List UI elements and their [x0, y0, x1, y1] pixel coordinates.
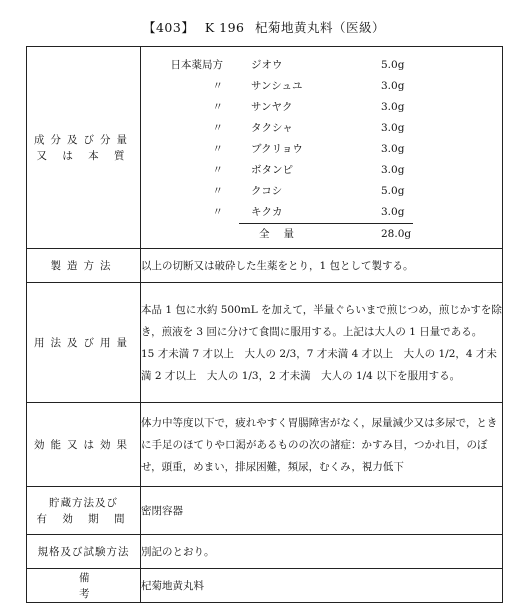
ingredient-row: 〃 タクシャ 3.0g [212, 121, 405, 134]
storage-row [27, 487, 503, 535]
title-name: 杞菊地黄丸料（医級） [254, 20, 385, 35]
specification-table [26, 46, 503, 603]
ingredient-row: 〃 ボタンピ 3.0g [212, 163, 405, 176]
efficacy-label: 効能又は効果 [27, 403, 141, 487]
ingredient-row: 日本薬局方 ジオウ 5.0g [170, 58, 405, 71]
efficacy-row [27, 403, 503, 487]
usage-content: 本品 1 包に水約 500mL を加えて，半量ぐらいまで煎じつめ，煎じかすを除き，煎液を 3 回に分けて食間に服用する。上記は大人の 1 日量である。 15 才未満 7 才以上 大人の 2/3，7 才未満 4 才以上 大人の 1/2，4 才未満 2 才以上 大人の 1/3，2 才未満 大人の 1/4 以下を服用する。 [141, 283, 503, 403]
manufacturing-label: 製造方法 [27, 249, 141, 283]
storage-label: 貯蔵方法及び 有 効 期 間 [27, 487, 141, 535]
manufacturing-row [27, 249, 503, 283]
ingredient-row: 〃 クコシ 5.0g [212, 184, 405, 197]
usage-row [27, 283, 503, 403]
ingredient-row: 〃 ブクリョウ 3.0g [212, 142, 405, 155]
composition-label: 成分及び分量 又 は 本 質 [27, 47, 141, 249]
title-number: 【403】 [142, 20, 195, 35]
composition-content [141, 47, 503, 249]
spec-label: 規格及び試験方法 [27, 535, 141, 569]
spec-row [27, 535, 503, 569]
composition-row [27, 47, 503, 249]
composition-list [141, 53, 502, 243]
title-code: K 196 [204, 20, 245, 35]
ingredient-row: 〃 サンヤク 3.0g [212, 100, 405, 113]
remarks-row [27, 569, 503, 603]
spec-content: 別記のとおり。 [141, 535, 503, 569]
document-title [0, 18, 528, 36]
remarks-label: 備考 [27, 569, 141, 603]
usage-label: 用法及び用量 [27, 283, 141, 403]
manufacturing-content: 以上の切断又は破砕した生薬をとり，1 包として製する。 [141, 249, 503, 283]
ingredient-row: 〃 サンシュユ 3.0g [212, 79, 405, 92]
total-row: 全量 28.0g [259, 227, 412, 240]
storage-content: 密閉容器 [141, 487, 503, 535]
ingredient-row: 〃 キクカ 3.0g [212, 205, 405, 218]
remarks-content: 杞菊地黄丸料 [141, 569, 503, 603]
efficacy-content: 体力中等度以下で，疲れやすく胃腸障害がなく，尿量減少又は多尿で，ときに手足のほてりや口渇があるものの次の諸症：かすみ目，つかれ目，のぼせ，頭重，めまい，排尿困難，頻尿，むくみ，視力低下 [141, 403, 503, 487]
